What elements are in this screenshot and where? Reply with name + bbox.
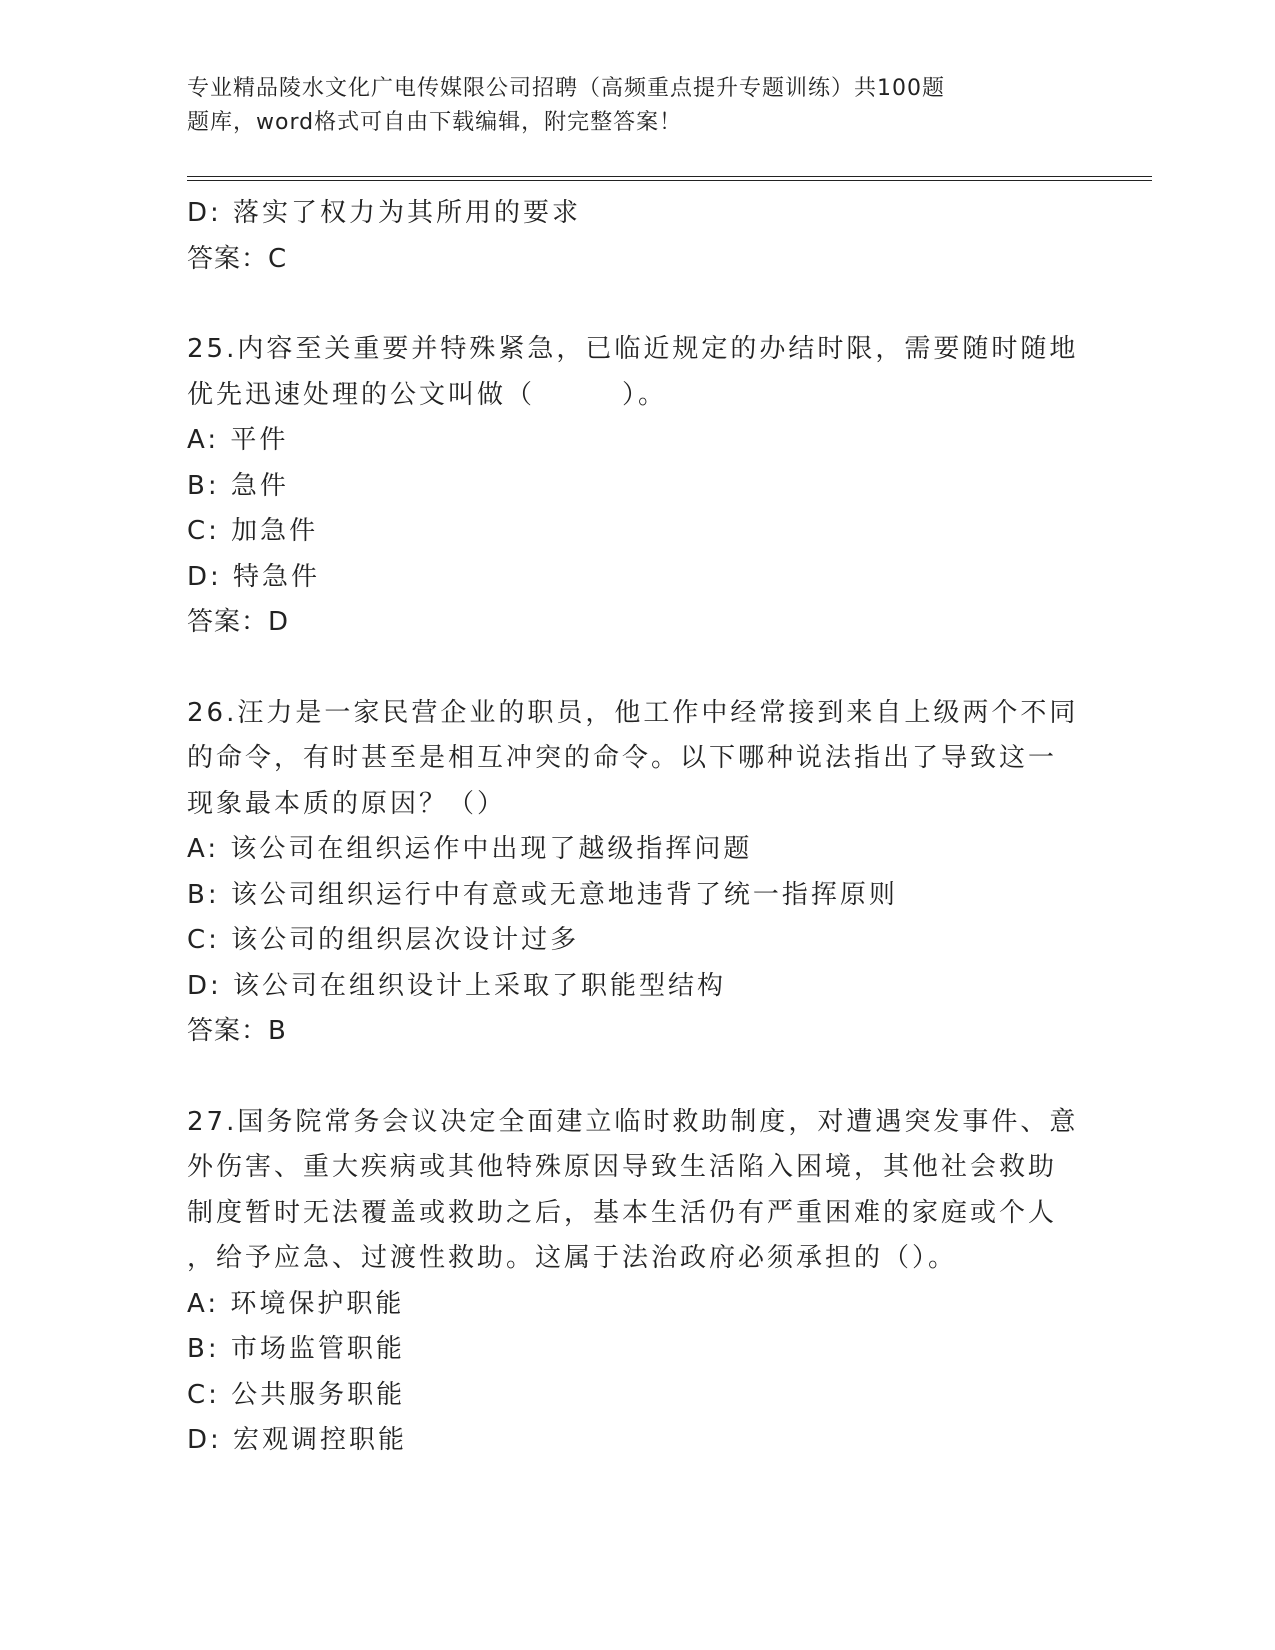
question-stem-line: 27.国务院常务会议决定全面建立临时救助制度，对遭遇突发事件、意 xyxy=(187,1106,1079,1137)
question-stem-line: 外伤害、重大疾病或其他特殊原因导致生活陷入困境，其他社会救助 xyxy=(187,1152,1058,1182)
question-27 xyxy=(187,1100,1087,1464)
header-line-1: 专业精品陵水文化广电传媒限公司招聘（高频重点提升专题训练）共100题 xyxy=(187,76,945,101)
prev-answer: 答案：C xyxy=(187,243,288,274)
option-b: B: 市场监管职能 xyxy=(187,1334,405,1364)
option-d: D: 宏观调控职能 xyxy=(187,1425,408,1455)
option-d: D: 该公司在组织设计上采取了职能型结构 xyxy=(187,970,727,1001)
question-stem-line: 现象最本质的原因？（） xyxy=(187,788,507,819)
header-divider xyxy=(187,176,1152,181)
question-stem-line: 25.内容至关重要并特殊紧急，已临近规定的办结时限，需要随时随地 xyxy=(187,334,1079,364)
document-header xyxy=(187,72,1087,140)
option-c: C: 公共服务职能 xyxy=(187,1379,406,1410)
option-a: A: 环境保护职能 xyxy=(187,1288,405,1319)
document-body xyxy=(187,191,1087,1464)
option-b: B: 该公司组织运行中有意或无意地违背了统一指挥原则 xyxy=(187,879,898,910)
spacer xyxy=(187,1055,1087,1100)
question-stem-line: 的命令，有时甚至是相互冲突的命令。以下哪种说法指出了导致这一 xyxy=(187,743,1058,773)
prev-option-d: D: 落实了权力为其所用的要求 xyxy=(187,198,582,228)
option-d: D: 特急件 xyxy=(187,561,321,592)
question-stem-line: 优先迅速处理的公文叫做（ ）。 xyxy=(187,379,668,410)
option-a: A: 该公司在组织运作中出现了越级指挥问题 xyxy=(187,834,753,864)
question-stem-line: ，给予应急、过渡性救助。这属于法治政府必须承担的（）。 xyxy=(187,1243,958,1273)
option-b: B: 急件 xyxy=(187,470,289,501)
header-line-2: 题库，word格式可自由下载编辑，附完整答案！ xyxy=(187,110,683,135)
spacer xyxy=(187,282,1087,327)
spacer xyxy=(187,646,1087,691)
question-26 xyxy=(187,691,1087,1055)
question-stem-line: 26.汪力是一家民营企业的职员，他工作中经常接到来自上级两个不同 xyxy=(187,697,1079,728)
question-stem-line: 制度暂时无法覆盖或救助之后，基本生活仍有严重困难的家庭或个人 xyxy=(187,1197,1058,1228)
question-25 xyxy=(187,327,1087,646)
answer: 答案：D xyxy=(187,607,290,637)
option-c: C: 该公司的组织层次设计过多 xyxy=(187,925,580,955)
option-a: A: 平件 xyxy=(187,425,289,455)
answer: 答案：B xyxy=(187,1016,287,1046)
option-c: C: 加急件 xyxy=(187,516,319,546)
